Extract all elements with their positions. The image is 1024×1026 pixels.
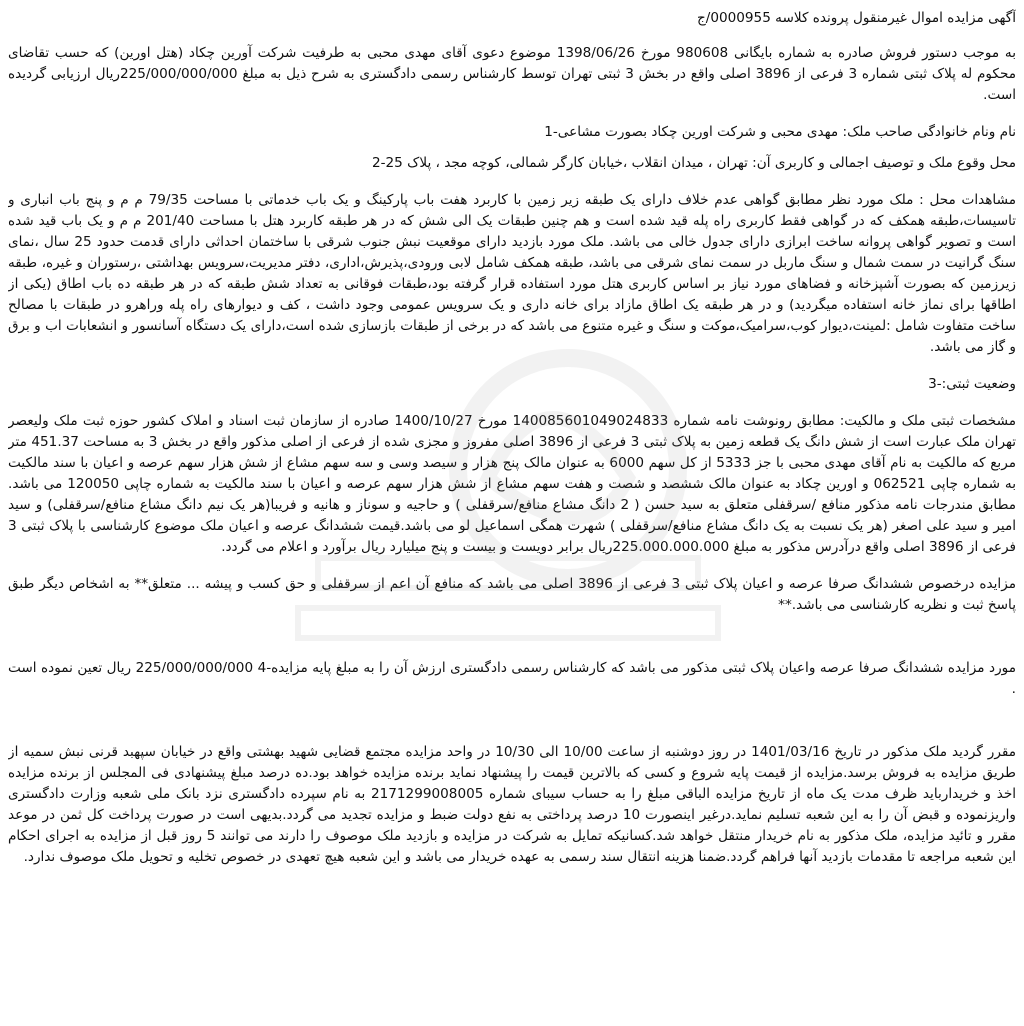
document-title: آگهی مزایده اموال غیرمنقول پرونده کلاسه 0000955/ج	[696, 10, 1016, 26]
auction-schedule-paragraph: مقرر گردید ملک مذکور در تاریخ 1401/03/16 در روز دوشنبه از ساعت 10/00 الی 10/30 در واحد مزایده مجتمع قضایی شهید بهشتی واقع در خیابان سپهبد قرنی نبش سمیه از طریق مزایده به فروش برسد.مزایده از قیمت پایه شروع و کسی که بالاترین قیمت را پیشنهاد نماید برنده مزایده خواهد بود.ده درصد مبلغ پیشنهادی فی المجلس از برنده مزایده اخذ و خریدارباید ظرف مدت یک ماه از تاریخ مزایده الباقی مبلغ را به حساب سیبای شماره 2171299008005 به نام سپرده دادگستری نزد بانک ملی شعبه وزارت دادگستری واریزنموده و قبض آن را به این شعبه تسلیم نماید.درغیر اینصورت 10 درصد پرداختی به نفع دولت ضبط و مزایده تجدید می گردد.بدیهی است در صورت پرداخت کل ثمن در موعد مقرر و تائید مزایده، ملک مذکور به نام خریدار منتقل خواهد شد.کسانیکه تمایل به شرکت در مزایده و بازدید ملک موصوف را دارند می توانند 5 روز قبل از مزایده به اجرای احکام این شعبه مراجعه تا مقدمات بازدید آنها فراهم گردد.ضمنا هزینه انتقال سند رسمی به عهده خریدار می باشد و این شعبه هیچ تعهدی در خصوص تخلیه و تحویل ملک موصوف ندارد.	[8, 744, 1016, 865]
base-price-paragraph: مورد مزایده ششدانگ صرفا عرصه واعیان پلاک ثبتی مذکور می باشد که کارشناس رسمی دادگستری ارزش آن را به مبلغ پایه مزایده-4 225/000/000/000 ریال تعین نموده است .	[8, 660, 1016, 697]
intro-paragraph: به موجب دستور فروش صادره به شماره بایگانی 980608 مورخ 1398/06/26 موضوع دعوی آقای مهدی محبی به طرفیت شرکت آورین چکاد (هتل اورین) که حسب تقاضای محکوم له پلاک ثبتی شماره 3 فرعی از 3896 اصلی واقع در بخش 3 ثبتی تهران توسط کارشناس رسمی دادگستری به شرح ذیل به مبلغ 225/000/000/000ریال ارزیابی گردیده است.	[8, 45, 1016, 103]
auction-scope-note: مزایده درخصوص ششدانگ صرفا عرصه و اعیان پلاک ثبتی 3 فرعی از 3896 اصلی می باشد که منافع آن اعم از سرقفلی و حق کسب و پیشه ... متعلق** به اشخاص دیگر طبق پاسخ ثبت و نظریه کارشناسی می باشد.**	[8, 576, 1016, 613]
location-line: محل وقوع ملک و توصیف اجمالی و کاربری آن: تهران ، میدان انقلاب ،خیابان کارگر شمالی، کوچه مجد ، پلاک 25-2	[371, 155, 1016, 171]
site-observations-paragraph: مشاهدات محل : ملک مورد نظر مطابق گواهی عدم خلاف دارای یک طبقه زیر زمین با کاربرد هفت باب پارکینگ و یک باب خدماتی با مساحت 79/35 م م و پنج باب انباری و تاسیسات،طبقه همکف که در گواهی فقط کاربری راه پله قید شده است و هم چنین طبقات یک الی شش که در هر طبقه کاربرد هتل با مساحت 201/40 م م و یک باب قید شده است و تصویر گواهی پروانه ساخت ابرازی دارای جدول خالی می باشد. ملک مورد بازدید دارای موقعیت نبش جنوب شرقی با ساختمان احداثی دارای قدمت حدود 25 سال ،نمای سنگ گرانیت در سمت شمال و سنگ ماربل در سمت نمای شرقی می باشد، طبقه همکف شامل لابی ورودی،پذیرش،اداری، دفتر مدیریت،سرویس بهداشتی ،رستوران و غیره، طبقه زیرزمین که بصورت آشپزخانه و فضاهای مورد نیاز بر اساس کاربری هتل مورد استفاده قرار گرفته بود،طبقات فوقانی به تعداد شش طبقه که در هر طبقه ده باب اطاق (یکی از اطاقها برای نماز خانه استفاده میگردید) و در هر طبقه یک اطاق مازاد برای خانه داری و یک سرویس عمومی وجود داشت ، کف و دیوارهای راه پله وراهرو در طبقات با مصالح ساخت متفاوت شامل :لمینت،دیوار کوب،سرامیک،موکت و سنگ و غیره متنوع می باشد که در برخی از طبقات بازسازی شده است،دارای یک دستگاه آسانسور و انشعابات اب و برق و گاز می باشد.	[8, 192, 1016, 355]
auction-notice-document	[8, 8, 1016, 1018]
registry-details-paragraph: مشخصات ثبتی ملک و مالکیت: مطابق رونوشت نامه شماره 140085601049024833 مورخ 1400/10/27 صادره از سازمان ثبت اسناد و املاک کشور حوزه ثبت ملک ولیعصر تهران ملک عبارت است از شش دانگ یک قطعه زمین به پلاک ثبتی 3 فرعی از 3896 اصلی مفروز و مجزی شده از فرعی از اصلی مذکور واقع در بخش 3 به مساحت 451.37 متر مربع که مالکیت به نام آقای مهدی محبی با جز 5333 از کل سهم 6000 به عنوان مالک پنج هزار و سیصد وسی و سه سهم مشاع از شش هزار سهم عرصه و اعیان با سند مالکیت به شماره چاپی 062521 و اورین چکاد به عنوان مالک ششصد و شصت و هفت سهم مشاع از شش هزار سهم عرصه و اعیان با سند مالکیت به شماره چاپی 120050 می باشد. مطابق مندرجات نامه مذکور منافع /سرقفلی متعلق به سید حسن ( 2 دانگ مشاع منافع/سرقفلی ) و حاجیه و سوناز و هانیه و فریبا(هر یک نیم دانگ مشاع منافع/سرقفلی) و سید امیر و سید علی اصغر (هر یک نسبت به یک دانگ مشاع منافع/سرقفلی ) شهرت همگی اسماعیل لو می باشد.قیمت ششدانگ عرصه و اعیان ملک موضوع کارشناسی با پلاک ثبتی 3 فرعی از 3896 اصلی واقع درآدرس مذکور به مبلغ 225.000.000.000ریال برابر دویست و بیست و پنج میلیارد ریال برآورد و اعلام می گردد.	[8, 413, 1016, 555]
owner-line: نام ونام خانوادگی صاحب ملک: مهدی محبی و شرکت اورین چکاد بصورت مشاعی-1	[544, 124, 1016, 140]
registry-status-heading: وضعیت ثبتی:-3	[928, 376, 1016, 392]
